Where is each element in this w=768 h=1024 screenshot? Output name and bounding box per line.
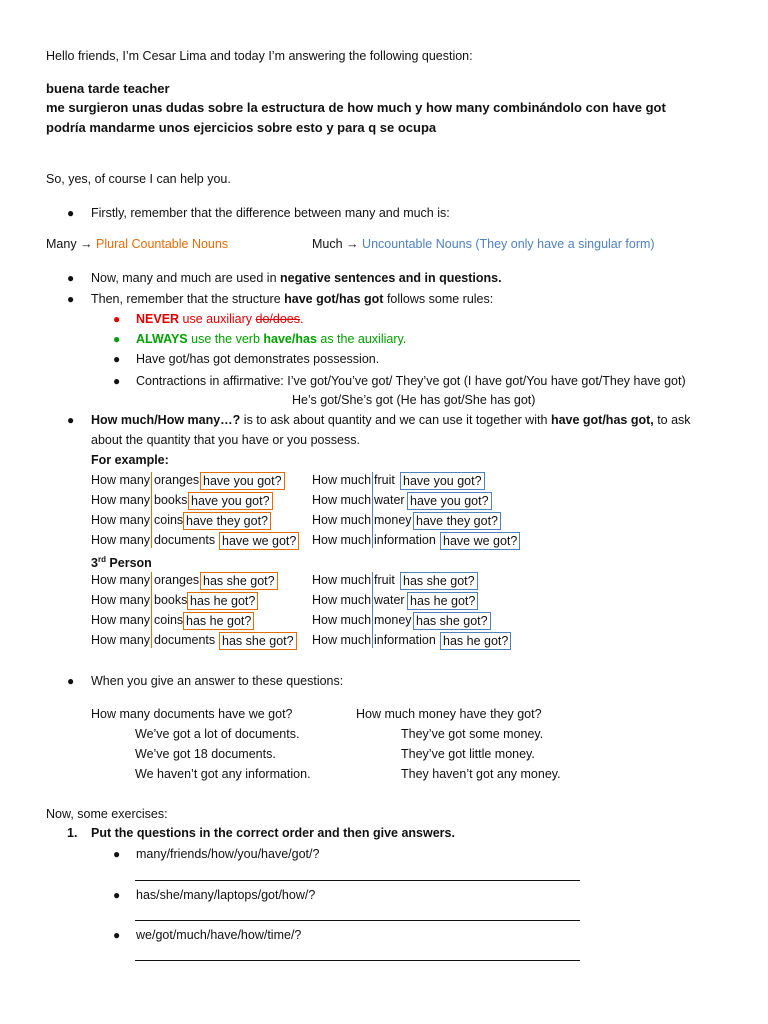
many-label: Many [46, 237, 77, 251]
noun-label: coins [154, 613, 184, 627]
bullet-icon: ● [113, 374, 121, 388]
answer-question-right: How much money have they got? [356, 707, 542, 721]
aux-box: have they got? [413, 512, 501, 530]
column-divider [151, 572, 152, 648]
noun-label: books [154, 493, 188, 507]
much-definition [312, 236, 655, 252]
aux-box: has she got? [413, 612, 491, 630]
how-much-label: How much [312, 533, 372, 547]
how-many-label: How many [91, 613, 151, 627]
aux-box: have you got? [407, 492, 492, 510]
aux-box: have you got? [400, 472, 485, 490]
how-many-label: How many [91, 493, 151, 507]
example-row [91, 632, 294, 648]
bullet-icon: ● [67, 413, 75, 427]
example-row [91, 612, 252, 628]
bullet-icon: ● [113, 928, 121, 942]
noun-label: documents [154, 633, 216, 647]
noun-label: water [374, 493, 405, 507]
example-row [312, 632, 509, 648]
answer-line[interactable] [135, 960, 580, 961]
answer-left: We’ve got a lot of documents. [135, 727, 300, 741]
example-row [91, 572, 275, 588]
bullet-icon: ● [67, 271, 75, 285]
column-divider [372, 572, 373, 648]
example-row [91, 512, 269, 528]
answer-question-left: How many documents have we got? [91, 707, 293, 721]
rule-never-strike: do/does [255, 312, 300, 326]
bullet-icon: ● [113, 847, 121, 861]
answer-intro: When you give an answer to these questions: [91, 674, 344, 688]
bullet-icon: ● [113, 352, 121, 366]
answer-line[interactable] [135, 920, 580, 921]
how-many-label: How many [91, 513, 151, 527]
bullet-icon: ● [113, 888, 121, 902]
third-person-number: 3 [91, 556, 98, 571]
intro-text: Hello friends, I’m Cesar Lima and today I’m answering the following question: [46, 49, 473, 63]
reply-text: So, yes, of course I can help you. [46, 172, 231, 186]
noun-label: money [374, 513, 412, 527]
answer-line[interactable] [135, 880, 580, 881]
answer-right: They’ve got little money. [401, 747, 535, 761]
then-prefix: Then, remember that the structure [91, 292, 285, 306]
noun-label: fruit [374, 573, 395, 587]
aux-box: has he got? [187, 592, 258, 610]
howmuch-text [91, 412, 691, 428]
aux-box: has she got? [219, 632, 297, 650]
example-row [312, 612, 488, 628]
bullet-icon: ● [67, 206, 75, 220]
question-line-2: me surgieron unas dudas sobre la estructura de how much y how many combinándolo con have got [46, 100, 666, 115]
rule-never-end: . [300, 312, 304, 326]
example-row [91, 472, 282, 488]
third-person-label [91, 552, 152, 571]
now-text [91, 270, 502, 286]
how-much-label: How much [312, 613, 372, 627]
how-many-label: How many [91, 633, 151, 647]
rule-always-bold2: have/has [263, 332, 317, 346]
aux-box: has he got? [183, 612, 254, 630]
aux-box: have we got? [219, 532, 299, 550]
noun-label: coins [154, 513, 184, 527]
rule-always-text: use the verb [187, 332, 264, 346]
rule-contractions-2: He’s got/She’s got (He has got/She has got) [292, 393, 536, 407]
example-row [91, 592, 256, 608]
how-much-label: How much [312, 633, 372, 647]
bullet-icon: ● [113, 312, 121, 326]
aux-box: have you got? [200, 472, 285, 490]
much-label: Much [312, 237, 343, 251]
how-much-label: How much [312, 473, 372, 487]
rule-always [136, 331, 406, 347]
rule-never [136, 311, 303, 327]
bullet-icon: ● [113, 332, 121, 346]
rule-contractions: Contractions in affirmative: I’ve got/You’ve got/ They’ve got (I have got/You have got/They have got) [136, 374, 686, 388]
aux-box: has she got? [400, 572, 478, 590]
example-row [312, 512, 499, 528]
noun-label: fruit [374, 473, 395, 487]
exercise-title: Put the questions in the correct order and then give answers. [91, 826, 455, 840]
arrow-right-icon: → [80, 237, 93, 251]
noun-label: oranges [154, 573, 200, 587]
howmuch-text-part2: to ask [653, 413, 691, 427]
for-example-label: For example: [91, 453, 169, 467]
now-bold: negative sentences and in questions. [280, 271, 502, 285]
how-much-label: How much [312, 573, 372, 587]
aux-box: have we got? [440, 532, 520, 550]
exercise-item: many/friends/how/you/have/got/? [136, 847, 320, 861]
then-suffix: follows some rules: [383, 292, 494, 306]
rule-never-text: use auxiliary [179, 312, 256, 326]
example-row [312, 472, 482, 488]
answer-left: We haven’t got any information. [135, 767, 311, 781]
much-value: Uncountable Nouns (They only have a singular form) [362, 237, 655, 251]
noun-label: oranges [154, 473, 200, 487]
how-many-label: How many [91, 473, 151, 487]
noun-label: money [374, 613, 412, 627]
noun-label: information [374, 633, 436, 647]
example-row [312, 532, 518, 548]
example-row [312, 592, 476, 608]
exercises-intro: Now, some exercises: [46, 807, 168, 821]
exercise-number: 1. [67, 826, 78, 840]
howmuch-bold: How much/How many…? [91, 413, 241, 427]
now-prefix: Now, many and much are used in [91, 271, 280, 285]
rule-always-bold: ALWAYS [136, 332, 188, 346]
aux-box: has he got? [440, 632, 511, 650]
bullet-icon: ● [67, 292, 75, 306]
noun-label: water [374, 593, 405, 607]
example-row [312, 492, 489, 508]
arrow-right-icon: → [346, 237, 359, 251]
rule-never-bold: NEVER [136, 312, 180, 326]
howmuch-line-2: about the quantity that you have or you possess. [91, 433, 360, 447]
exercise-item: we/got/much/have/how/time/? [136, 928, 302, 942]
answer-right: They haven’t got any money. [401, 767, 561, 781]
example-row [91, 492, 270, 508]
answer-right: They’ve got some money. [401, 727, 544, 741]
question-line-3: podría mandarme unos ejercicios sobre esto y para q se ocupa [46, 120, 437, 135]
aux-box: have you got? [188, 492, 273, 510]
many-definition [46, 236, 228, 252]
how-much-label: How much [312, 513, 372, 527]
then-text [91, 291, 493, 307]
third-person-sup: rd [97, 555, 106, 564]
aux-box: have they got? [183, 512, 271, 530]
many-value: Plural Countable Nouns [96, 237, 229, 251]
how-many-label: How many [91, 593, 151, 607]
how-many-label: How many [91, 573, 151, 587]
howmuch-text-part: is to ask about quantity and we can use it together with [240, 413, 551, 427]
example-row [312, 572, 475, 588]
bullet-icon: ● [67, 674, 75, 688]
aux-box: has he got? [407, 592, 478, 610]
third-person-word: Person [105, 556, 152, 571]
then-bold: have got/has got [284, 292, 384, 306]
column-divider [151, 472, 152, 548]
noun-label: information [374, 533, 436, 547]
aux-box: has she got? [200, 572, 278, 590]
noun-label: books [154, 593, 188, 607]
example-row [91, 532, 297, 548]
rule-possession: Have got/has got demonstrates possession. [136, 352, 380, 366]
firstly-text: Firstly, remember that the difference between many and much is: [91, 206, 450, 220]
noun-label: documents [154, 533, 216, 547]
column-divider [372, 472, 373, 548]
question-line-1: buena tarde teacher [46, 81, 170, 96]
howmuch-bold2: have got/has got, [550, 413, 654, 427]
exercise-item: has/she/many/laptops/got/how/? [136, 888, 316, 902]
how-many-label: How many [91, 533, 151, 547]
answer-left: We’ve got 18 documents. [135, 747, 276, 761]
rule-always-end: as the auxiliary. [316, 332, 407, 346]
how-much-label: How much [312, 593, 372, 607]
how-much-label: How much [312, 493, 372, 507]
